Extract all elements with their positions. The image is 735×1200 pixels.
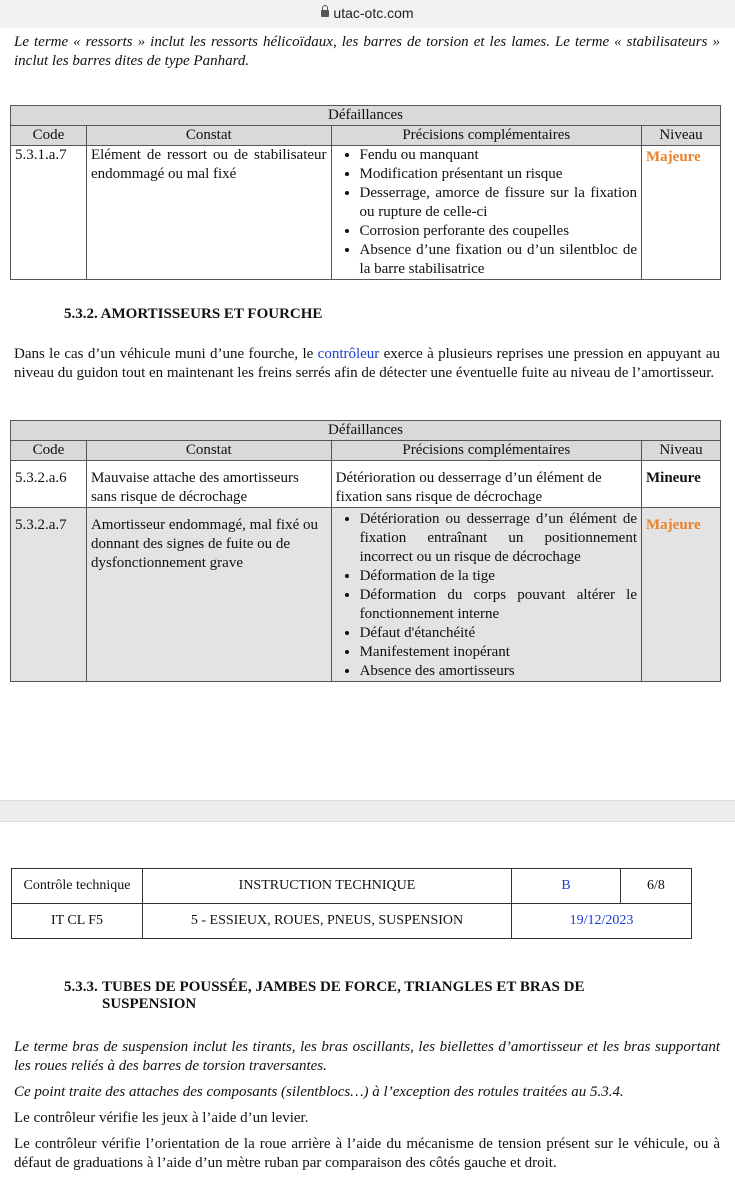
precision-item: • Modification présentant un risque	[360, 165, 637, 184]
row-code: 5.3.2.a.7	[11, 508, 87, 682]
browser-address-bar[interactable]	[0, 0, 735, 28]
col-niveau: Niveau	[642, 126, 721, 146]
precision-item: • Déformation de la tige	[360, 567, 637, 586]
table-row	[11, 146, 721, 280]
row-precisions	[331, 508, 641, 682]
col-constat: Constat	[86, 441, 331, 461]
para-text: exerce à plusieurs reprises une pression en appuyant au niveau du guidon tout en maintenant les freins serrés afin de détecter une éventuelle fuite au niveau de l’amortisseur.	[14, 346, 721, 381]
col-precisions: Précisions complémentaires	[331, 126, 641, 146]
section-532-title: 5.3.2. AMORTISSEURS ET FOURCHE	[64, 306, 323, 322]
col-precisions: Précisions complémentaires	[331, 441, 641, 461]
footer-date: 19/12/2023	[512, 904, 692, 939]
section-number: 5.3.3.	[64, 979, 98, 995]
precision-item: • Absence d’une fixation ou d’un silentbloc de la barre stabilisatrice	[360, 241, 637, 279]
precision-item: • Détérioration ou desserrage d’un élément de fixation entraînant un positionnement incorrect ou un risque de décrochage	[360, 510, 637, 567]
niveau-badge: Mineure	[642, 461, 721, 508]
footer-label: Contrôle technique	[12, 869, 143, 904]
row-precisions	[331, 146, 641, 280]
para-text: Dans le cas d’un véhicule muni d’une fourche, le	[14, 346, 318, 362]
row-constat: Elément de ressort ou de stabilisateur endommagé ou mal fixé	[86, 146, 331, 280]
row-precisions: Détérioration ou desserrage d’un élément de fixation sans risque de décrochage	[331, 461, 641, 508]
page-separator	[0, 800, 735, 822]
lock-icon	[321, 10, 329, 17]
table-row	[11, 508, 721, 682]
section-title-line: SUSPENSION	[102, 996, 197, 1012]
controleur-link[interactable]: contrôleur	[317, 346, 380, 362]
section-title-line: TUBES DE POUSSÉE, JAMBES DE FORCE, TRIANGLES ET BRAS DE	[102, 979, 585, 995]
footer-title: INSTRUCTION TECHNIQUE	[143, 869, 512, 904]
footer-chapter: 5 - ESSIEUX, ROUES, PNEUS, SUSPENSION	[143, 904, 512, 939]
row-constat: Amortisseur endommagé, mal fixé ou donnant des signes de fuite ou de dysfonctionnement grave	[86, 508, 331, 682]
row-code: 5.3.1.a.7	[11, 146, 87, 280]
row-code: 5.3.2.a.6	[11, 461, 87, 508]
defaillances-table-531	[10, 105, 721, 280]
intro-note: Le terme « ressorts » inclut les ressorts hélicoïdaux, les barres de torsion et les lames. Le terme « stabilisateurs » inclut les barres dites de type Panhard.	[14, 34, 720, 69]
url-text: utac-otc.com	[333, 5, 414, 21]
defaillances-table-532	[10, 420, 721, 682]
precision-item: • Corrosion perforante des coupelles	[360, 222, 637, 241]
precision-item: • Absence des amortisseurs	[360, 662, 637, 681]
col-code: Code	[11, 441, 87, 461]
row-constat: Mauvaise attache des amortisseurs sans risque de décrochage	[86, 461, 331, 508]
footer-page-number: 6/8	[621, 869, 692, 904]
section-533-para-4: Le contrôleur vérifie l’orientation de la roue arrière à l’aide du mécanisme de tension présent sur le véhicule, ou à défaut de graduations à l’aide d’un mètre ruban par comparaison des côtés gauche et droit.	[14, 1136, 720, 1171]
section-532-paragraph	[14, 345, 720, 383]
section-533-para-1: Le terme bras de suspension inclut les tirants, les bras oscillants, les biellettes d’amortisseur et les bras supportant les roues reliés à des barres de torsion traversantes.	[14, 1039, 720, 1074]
col-constat: Constat	[86, 126, 331, 146]
document-footer-table	[11, 868, 692, 939]
col-niveau: Niveau	[642, 441, 721, 461]
precision-item: • Fendu ou manquant	[360, 146, 637, 165]
niveau-badge: Majeure	[642, 508, 721, 682]
precision-item: • Manifestement inopérant	[360, 643, 637, 662]
footer-doc-ref: IT CL F5	[12, 904, 143, 939]
table-group-header: Défaillances	[11, 421, 721, 441]
section-533-title	[64, 979, 664, 1013]
section-533-para-3: Le contrôleur vérifie les jeux à l’aide d’un levier.	[14, 1110, 309, 1126]
col-code: Code	[11, 126, 87, 146]
precision-item: • Déformation du corps pouvant altérer le fonctionnement interne	[360, 586, 637, 624]
precision-item: • Desserrage, amorce de fissure sur la fixation ou rupture de celle-ci	[360, 184, 637, 222]
niveau-badge: Majeure	[642, 146, 721, 280]
table-row	[11, 461, 721, 508]
footer-revision: B	[512, 869, 621, 904]
precision-item: • Défaut d'étanchéité	[360, 624, 637, 643]
table-group-header: Défaillances	[11, 106, 721, 126]
section-533-para-2: Ce point traite des attaches des composants (silentblocs…) à l’exception des rotules traitées au 5.3.4.	[14, 1084, 624, 1100]
